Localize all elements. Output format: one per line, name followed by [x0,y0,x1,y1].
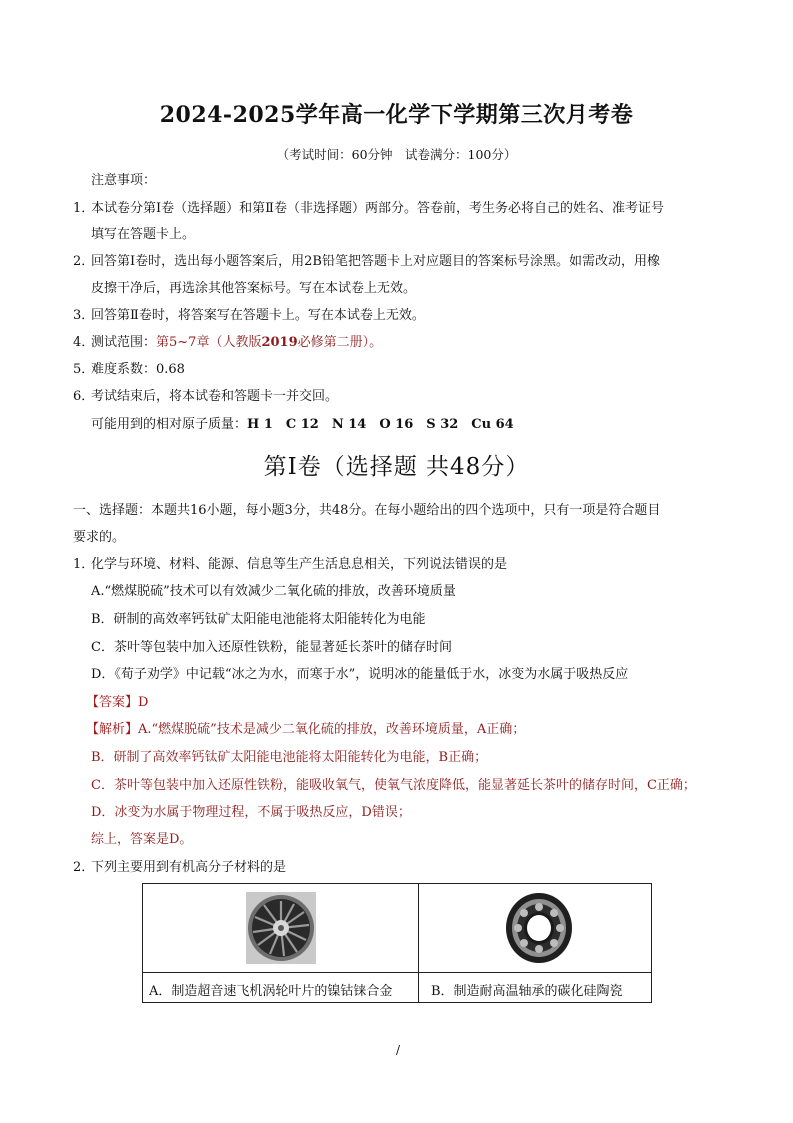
question-1-option: A.“燃煤脱硫”技术可以有效减少二氧化硫的排放，改善环境质量 [91,584,456,599]
question-1-option: D．《荀子劝学》中记载“冰之为水，而寒于水”，说明冰的能量低于水，冰变为水属于吸热反应 [91,667,629,682]
question-2-options-table [142,883,652,1003]
section-title: 第Ⅰ卷（选择题 共48分） [263,454,530,480]
question-1-stem: 1．化学与环境、材料、能源、信息等生产生活息息相关，下列说法错误的是 [73,557,508,572]
question-1-analysis: B．研制了高效率钙钛矿太阳能电池能将太阳能转化为电能，B正确； [91,750,488,765]
question-1-analysis: D．冰变为水属于物理过程，不属于吸热反应，D错误； [91,805,411,820]
bearing-image [503,890,575,966]
exam-subtitle: （考试时间：60分钟 试卷满分：100分） [276,147,517,162]
question-1-answer: 【答案】D [86,695,149,710]
section-intro: 一、选择题：本题共16小题，每小题3分，共48分。在每小题给出的四个选项中，只有一项是符合题目 [73,503,661,518]
question-1-analysis: C．茶叶等包装中加入还原性铁粉，能吸收氧气，使氧气浓度降低，能显著延长茶叶的储存时间，C正确； [91,778,696,793]
notice-line: 皮擦干净后，再选涂其他答案标号。写在本试卷上无效。 [91,281,417,296]
question-2-stem: 2．下列主要用到有机高分子材料的是 [73,860,287,875]
notice-line: 2．回答第Ⅰ卷时，选出每小题答案后，用2B铅笔把答题卡上对应题目的答案标号涂黑。如需改动，用橡 [73,254,660,269]
option-b-label: B．制造耐高温轴承的碳化硅陶瓷 [431,984,623,999]
notice-end: 6．考试结束后，将本试卷和答题卡一并交回。 [73,389,339,404]
notice-line: 填写在答题卡上。 [91,227,196,242]
notice-line: 1．本试卷分第Ⅰ卷（选择题）和第Ⅱ卷（非选择题）两部分。答卷前，考生务必将自己的姓名、准考证号 [73,201,664,216]
notice-scope: 4．测试范围：第5~7章（人教版2019必修第二册）。 [73,335,383,350]
exam-title: 2024-2025学年高一化学下学期第三次月考卷 [159,102,634,128]
notice-difficulty: 5．难度系数：0.68 [73,362,185,377]
question-1-option: C．茶叶等包装中加入还原性铁粉，能显著延长茶叶的储存时间 [91,640,452,655]
notice-line: 3．回答第Ⅱ卷时，将答案写在答题卡上。写在本试卷上无效。 [73,308,425,323]
question-1-analysis: 【解析】A.“燃煤脱硫”技术是减少二氧化硫的排放，改善环境质量，A正确； [86,722,526,737]
question-1-analysis: 综上，答案是D。 [91,832,193,847]
option-a-label: A．制造超音速飞机涡轮叶片的镍钴铼合金 [149,984,393,999]
section-intro: 要求的。 [73,530,126,545]
atomic-masses: 可能用到的相对原子质量：H 1 C 12 N 14 O 16 S 32 Cu 64 [91,417,514,432]
question-1-option: B．研制的高效率钙钛矿太阳能电池能将太阳能转化为电能 [91,612,426,627]
turbine-image [246,892,316,964]
notice-heading: 注意事项： [91,173,157,188]
page-footer: / [396,1043,401,1057]
